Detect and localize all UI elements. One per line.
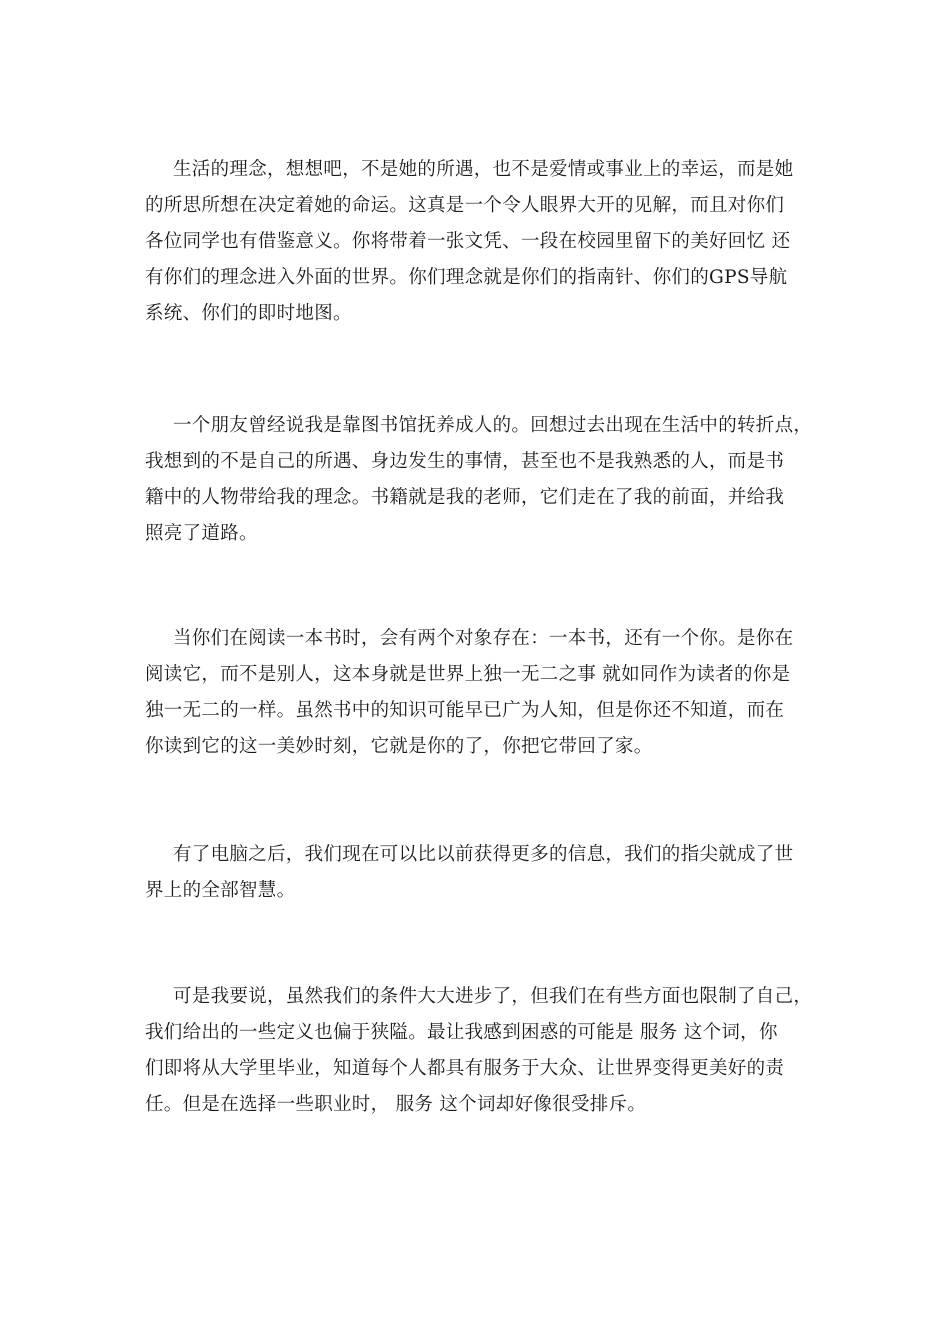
paragraph-line: 我们给出的一些定义也偏于狭隘。最让我感到困惑的可能是 服务 这个词，你 <box>145 1022 778 1043</box>
paragraph-line: 可是我要说，虽然我们的条件大大进步了，但我们在有些方面也限制了自己， <box>173 986 813 1007</box>
paragraph-line: 有了电脑之后，我们现在可以比以前获得更多的信息，我们的指尖就成了世 <box>173 844 794 865</box>
paragraph-line: 界上的全部智慧。 <box>145 880 296 901</box>
paragraph-line: 我想到的不是自己的所遇、身边发生的事情，甚至也不是我熟悉的人，而是书 <box>145 451 785 472</box>
paragraph-2 <box>145 408 815 552</box>
paragraph-line: 阅读它，而不是别人，这本身就是世界上独一无二之事 就如同作为读者的你是 <box>145 664 791 685</box>
paragraph-line: 照亮了道路。 <box>145 523 258 544</box>
paragraph-line: 各位同学也有借鉴意义。你将带着一张文凭、一段在校园里留下的美好回忆 还 <box>145 231 791 252</box>
paragraph-line: 生活的理念，想想吧，不是她的所遇，也不是爱情或事业上的幸运，而是她 <box>173 159 794 180</box>
paragraph-line: 系统、你们的即时地图。 <box>145 303 352 324</box>
paragraph-5 <box>145 979 815 1123</box>
paragraph-line: 有你们的理念进入外面的世界。你们理念就是你们的指南针、你们的GPS导航 <box>145 267 788 288</box>
paragraph-1 <box>145 152 815 332</box>
paragraph-line: 籍中的人物带给我的理念。书籍就是我的老师，它们走在了我的前面，并给我 <box>145 487 785 508</box>
paragraph-line: 任。但是在选择一些职业时， 服务 这个词却好像很受排斥。 <box>145 1094 647 1115</box>
paragraph-4 <box>145 837 815 909</box>
paragraph-line: 们即将从大学里毕业，知道每个人都具有服务于大众、让世界变得更美好的责 <box>145 1058 785 1079</box>
paragraph-line: 独一无二的一样。虽然书中的知识可能早已广为人知，但是你还不知道，而在 <box>145 700 785 721</box>
paragraph-line: 你读到它的这一美妙时刻，它就是你的了，你把它带回了家。 <box>145 736 653 757</box>
paragraph-3 <box>145 621 815 765</box>
paragraph-line: 当你们在阅读一本书时，会有两个对象存在：一本书，还有一个你。是你在 <box>173 628 794 649</box>
paragraph-line: 一个朋友曾经说我是靠图书馆抚养成人的。回想过去出现在生活中的转折点， <box>173 415 813 436</box>
paragraph-line: 的所思所想在决定着她的命运。这真是一个令人眼界大开的见解，而且对你们 <box>145 195 785 216</box>
